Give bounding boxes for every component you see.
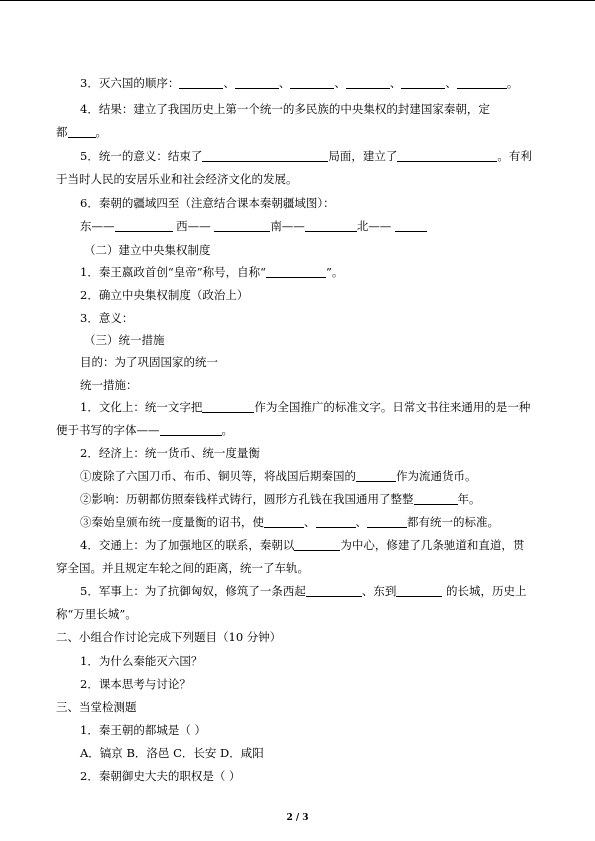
text-segment: 为中心，修建了几条驰道和直道，贯 — [340, 538, 525, 552]
text-line — [0, 73, 595, 93]
text-segment: 2．经济上：统一货币、统一度量衡 — [80, 446, 260, 460]
text-segment: ”。 — [325, 265, 344, 279]
text-segment: ①废除了六国刀币、布币、铜贝等，将战国后期秦国的 — [80, 469, 356, 483]
fill-in-blank[interactable] — [214, 219, 270, 232]
text-segment: 、 — [389, 76, 402, 90]
text-line — [0, 651, 595, 671]
fill-in-blank[interactable] — [160, 423, 222, 436]
fill-in-blank[interactable] — [264, 515, 304, 528]
text-segment: 4．结果：建立了我国历史上第一个统一的多民族的中央集权的封建国家秦朝，定 — [80, 102, 490, 116]
text-segment: 西—— — [172, 219, 215, 233]
text-segment: 作为流通货币。 — [396, 469, 477, 483]
text-segment: 。 — [95, 125, 107, 139]
text-segment: 1．秦王朝的都城是（ ） — [80, 723, 206, 737]
text-line — [0, 535, 595, 555]
text-line — [0, 99, 595, 119]
text-line — [0, 674, 595, 694]
fill-in-blank[interactable] — [457, 76, 507, 89]
text-segment: 2．确立中央集权制度（政治上） — [80, 288, 249, 302]
text-segment: 目的：为了巩固国家的统一 — [80, 355, 218, 369]
text-segment: 、 — [445, 76, 457, 90]
text-segment: 、 — [223, 76, 235, 90]
text-segment: 局面，建立了 — [328, 149, 398, 163]
text-segment: 作为全国推广的标准文字。日常文书往来通用的是一种 — [254, 400, 531, 414]
text-segment: 3．意义： — [80, 311, 134, 325]
text-segment: 6．秦朝的疆域四至（注意结合课本秦朝疆域图）： — [80, 196, 335, 210]
text-line — [0, 375, 595, 395]
fill-in-blank[interactable] — [367, 515, 407, 528]
text-line — [0, 262, 595, 282]
text-segment: 、 — [355, 515, 367, 529]
text-segment: 5．军事上：为了抗御匈奴，修筑了一条西起 — [80, 584, 306, 598]
text-segment: 5．统一的意义：结束了 — [80, 149, 203, 163]
text-line — [0, 169, 595, 189]
page-number: 2 / 3 — [286, 813, 309, 823]
fill-in-blank[interactable] — [316, 515, 356, 528]
text-line — [0, 558, 595, 578]
text-segment: 1．秦王嬴政首创“皇帝”称号，自称“ — [80, 265, 266, 279]
text-segment: 都 — [56, 125, 68, 139]
text-line — [0, 581, 595, 601]
text-segment: 、 — [304, 515, 316, 529]
text-line — [0, 216, 595, 236]
text-line — [0, 352, 595, 372]
text-line — [0, 122, 595, 142]
fill-in-blank[interactable] — [294, 538, 340, 551]
text-segment: 于当时人民的安居乐业和社会经济文化的发展。 — [56, 172, 298, 186]
fill-in-blank[interactable] — [346, 76, 390, 89]
text-line — [0, 720, 595, 740]
text-line — [0, 240, 595, 260]
text-line — [0, 766, 595, 786]
text-segment: （二）建立中央集权制度 — [84, 243, 211, 257]
text-line — [0, 743, 595, 763]
text-line — [0, 697, 595, 717]
text-segment: 2．秦朝御史大夫的职权是（ ） — [80, 769, 241, 783]
text-segment: 。 — [506, 76, 519, 90]
fill-in-blank[interactable] — [202, 149, 328, 162]
text-segment: 。 — [221, 423, 233, 437]
text-line — [0, 604, 595, 624]
text-segment: 、 — [334, 76, 346, 90]
text-segment: 称“万里长城”。 — [56, 607, 137, 621]
text-line — [0, 627, 595, 647]
fill-in-blank[interactable] — [266, 265, 326, 278]
top-border — [0, 0, 595, 1]
text-line — [0, 489, 595, 509]
fill-in-blank[interactable] — [202, 400, 254, 413]
text-segment: 年。 — [457, 492, 481, 506]
text-segment: 便于书写的字体—— — [56, 423, 160, 437]
fill-in-blank[interactable] — [306, 584, 362, 597]
text-segment: 1．为什么秦能灭六国？ — [80, 654, 203, 668]
fill-in-blank[interactable] — [396, 584, 442, 597]
text-segment: ②影响：历朝都仿照秦钱样式铸行，圆形方孔钱在我国通用了整整 — [80, 492, 414, 506]
text-segment: 、东到 — [361, 584, 397, 598]
text-segment: 二、小组合作讨论完成下列题目（10 分钟） — [56, 630, 282, 644]
text-segment: 2．课本思考与讨论？ — [80, 677, 191, 691]
text-line — [0, 285, 595, 305]
text-segment: （三）统一措施 — [84, 333, 165, 347]
text-segment: 东—— — [80, 219, 115, 233]
text-segment: 穿全国。并且规定车轮之间的距离，统一了车轨。 — [56, 561, 309, 575]
text-segment: 都有统一的标准。 — [407, 515, 499, 529]
text-line — [0, 466, 595, 486]
text-segment: 1．文化上：统一文字把 — [80, 400, 203, 414]
text-line — [0, 397, 595, 417]
text-segment: ③秦始皇颁布统一度量衡的诏书，使 — [80, 515, 264, 529]
fill-in-blank[interactable] — [356, 469, 396, 482]
text-line — [0, 330, 595, 350]
text-segment: 南—— — [270, 219, 305, 233]
text-segment: 北—— — [356, 219, 395, 233]
fill-in-blank[interactable] — [305, 219, 357, 232]
text-segment: 统一措施： — [80, 378, 138, 392]
fill-in-blank[interactable] — [179, 76, 223, 89]
text-line — [0, 308, 595, 328]
text-segment: A．镐京 B．洛邑 C．长安 D．咸阳 — [80, 746, 264, 760]
text-segment: 、 — [278, 76, 291, 90]
text-line — [0, 420, 595, 440]
fill-in-blank[interactable] — [115, 219, 173, 232]
fill-in-blank[interactable] — [397, 149, 497, 162]
text-segment: 。有利 — [497, 149, 532, 163]
text-segment: 4．交通上：为了加强地区的联系，秦朝以 — [80, 538, 295, 552]
fill-in-blank[interactable] — [395, 219, 427, 232]
fill-in-blank[interactable] — [68, 125, 96, 138]
text-segment: 3．灭六国的顺序： — [80, 76, 180, 90]
text-line — [0, 443, 595, 463]
fill-in-blank[interactable] — [235, 76, 279, 89]
fill-in-blank[interactable] — [414, 492, 458, 505]
text-segment: 的长城，历史上 — [442, 584, 527, 598]
text-line — [0, 146, 595, 166]
text-line — [0, 512, 595, 532]
fill-in-blank[interactable] — [401, 76, 445, 89]
text-segment: 三、当堂检测题 — [56, 700, 137, 714]
text-line — [0, 193, 595, 213]
fill-in-blank[interactable] — [290, 76, 334, 89]
